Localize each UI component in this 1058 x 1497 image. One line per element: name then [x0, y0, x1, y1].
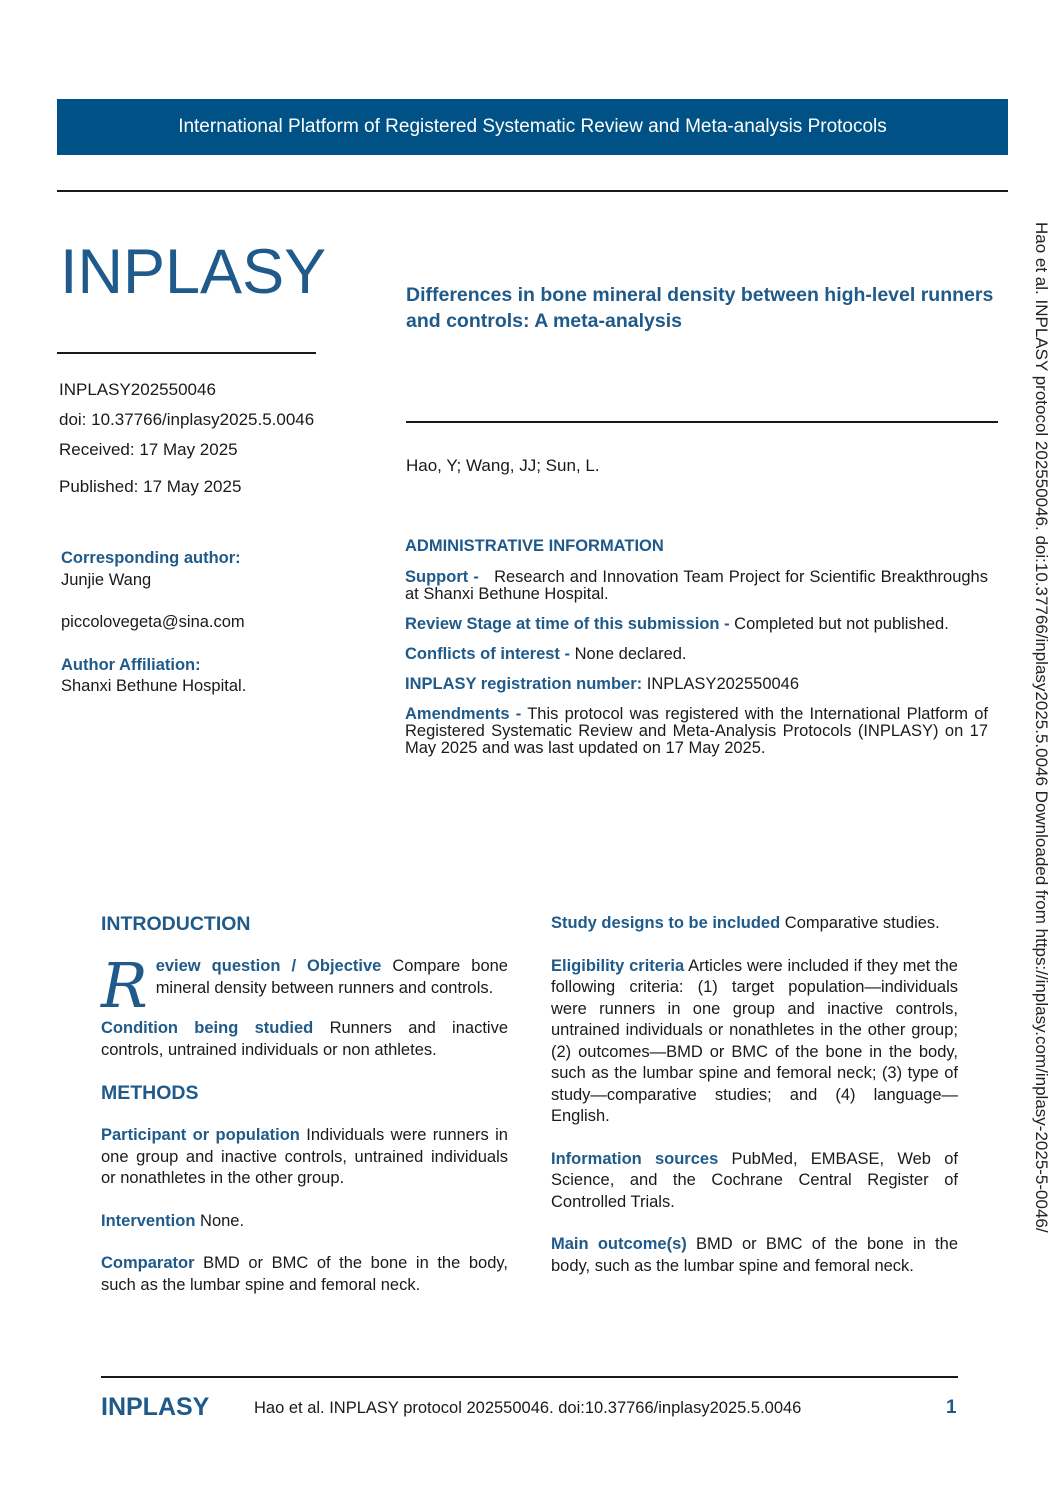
main-outcomes-field — [551, 1234, 958, 1277]
main-outcomes-label: Main outcome(s) — [551, 1235, 687, 1253]
footer-rule — [101, 1376, 958, 1378]
amendments-label: Amendments - — [405, 705, 522, 723]
comparator-label: Comparator — [101, 1254, 195, 1272]
admin-heading: ADMINISTRATIVE INFORMATION — [405, 537, 664, 555]
registration-field — [405, 676, 988, 693]
intervention-field — [101, 1211, 508, 1233]
support-label: Support - — [405, 568, 479, 586]
eligibility-text: Articles were included if they met the following criteria: (1) target population—individuals were runners in one group and inactive controls, untrained individuals or nonathletes in the other group; (2) outcomes—BMD or BMC of the bone in the body, such as the lumbar spine and femoral neck; (3) type of study—comparative studies; and (4) language—English. — [551, 956, 958, 1125]
doi-link[interactable]: doi: 10.37766/inplasy2025.5.0046 — [59, 410, 315, 429]
affiliation-value: Shanxi Bethune Hospital. — [61, 677, 247, 695]
corresponding-author-name: Junjie Wang — [61, 571, 152, 589]
download-side-note — [1023, 222, 1053, 1302]
title-rule — [406, 421, 998, 423]
published-date: Published: 17 May 2025 — [59, 477, 242, 496]
review-stage-text: Completed but not published. — [734, 615, 949, 633]
banner-text: International Platform of Registered Systematic Review and Meta-analysis Protocols — [178, 116, 887, 137]
review-stage-label: Review Stage at time of this submission - — [405, 615, 730, 633]
protocol-id: INPLASY202550046 — [59, 380, 216, 399]
intervention-label: Intervention — [101, 1211, 196, 1230]
registration-label: INPLASY registration number: — [405, 675, 643, 693]
affiliation-label: Author Affiliation: — [61, 656, 201, 674]
study-designs-field — [551, 913, 958, 935]
review-question-label: eview question / Objective — [155, 957, 382, 975]
comparator-field — [101, 1253, 508, 1296]
information-sources-label: Information sources — [551, 1149, 719, 1168]
study-designs-label: Study designs to be included — [551, 914, 781, 932]
registration-number: INPLASY202550046 — [646, 675, 800, 693]
support-text: Research and Innovation Team Project for Scientific Breakthroughs at Shanxi Bethune Hospital. — [405, 568, 988, 603]
condition-label: Condition being studied — [101, 1019, 314, 1037]
corresponding-author-label: Corresponding author: — [61, 549, 241, 567]
review-question-text: Compare bone mineral density between runners and controls. — [155, 957, 508, 997]
conflicts-text: None declared. — [574, 645, 687, 663]
conflicts-field — [405, 646, 988, 663]
main-outcomes-text: BMD or BMC of the bone in the body, such as the lumbar spine and femoral neck. — [551, 1235, 958, 1275]
participant-text: Individuals were runners in one group and inactive controls, untrained individuals or nonathletes in the other group. — [101, 1126, 508, 1187]
comparator-text: BMD or BMC of the bone in the body, such as the lumbar spine and femoral neck. — [101, 1254, 508, 1294]
information-sources-text: PubMed, EMBASE, Web of Science, and the Cochrane Central Register of Controlled Trials. — [551, 1149, 958, 1211]
right-column — [551, 913, 958, 1298]
amendments-text: This protocol was registered with the International Platform of Registered Systematic Review and Meta-Analysis Protocols (INPLASY) on 17 May 2025 and was last updated on 17 May 2025. — [405, 705, 989, 757]
top-banner — [57, 99, 1008, 155]
left-column — [101, 913, 508, 1317]
intervention-text: None. — [200, 1211, 245, 1230]
support-field — [405, 569, 988, 603]
drop-cap: R — [101, 949, 148, 1022]
administrative-information — [405, 537, 988, 770]
participant-label: Participant or population — [101, 1126, 300, 1144]
review-question-field — [101, 949, 508, 1022]
article-title: Differences in bone mineral density between high-level runners and controls: A meta-analysis — [406, 284, 994, 332]
conflicts-label: Conflicts of interest - — [405, 645, 571, 663]
eligibility-field — [551, 956, 958, 1128]
amendments-field — [405, 706, 988, 757]
condition-text: Runners and inactive controls, untrained individuals or non athletes. — [101, 1019, 509, 1059]
corresponding-author-email[interactable]: piccolovegeta@sina.com — [61, 613, 245, 631]
condition-field — [101, 1018, 508, 1061]
review-stage-field — [405, 616, 988, 633]
received-date: Received: 17 May 2025 — [59, 440, 238, 459]
header-rule — [57, 190, 1008, 192]
study-designs-text: Comparative studies. — [784, 914, 940, 932]
side-note-text: Hao et al. INPLASY protocol 202550046. doi:10.37766/inplasy2025.5.0046 Downloaded from https://inplasy.com/inplasy-2025-5-0046/ — [1032, 222, 1051, 1233]
information-sources-field — [551, 1149, 958, 1214]
brand-logo: INPLASY — [60, 237, 327, 307]
footer-citation: Hao et al. INPLASY protocol 202550046. doi:10.37766/inplasy2025.5.0046 — [254, 1399, 802, 1417]
introduction-heading: INTRODUCTION — [101, 913, 251, 935]
author-list: Hao, Y; Wang, JJ; Sun, L. — [406, 456, 600, 475]
participant-field — [101, 1125, 508, 1190]
footer-brand: INPLASY — [101, 1393, 210, 1421]
eligibility-label: Eligibility criteria — [551, 956, 685, 975]
page-number: 1 — [946, 1397, 957, 1418]
brand-rule — [57, 352, 316, 354]
methods-heading: METHODS — [101, 1082, 199, 1104]
